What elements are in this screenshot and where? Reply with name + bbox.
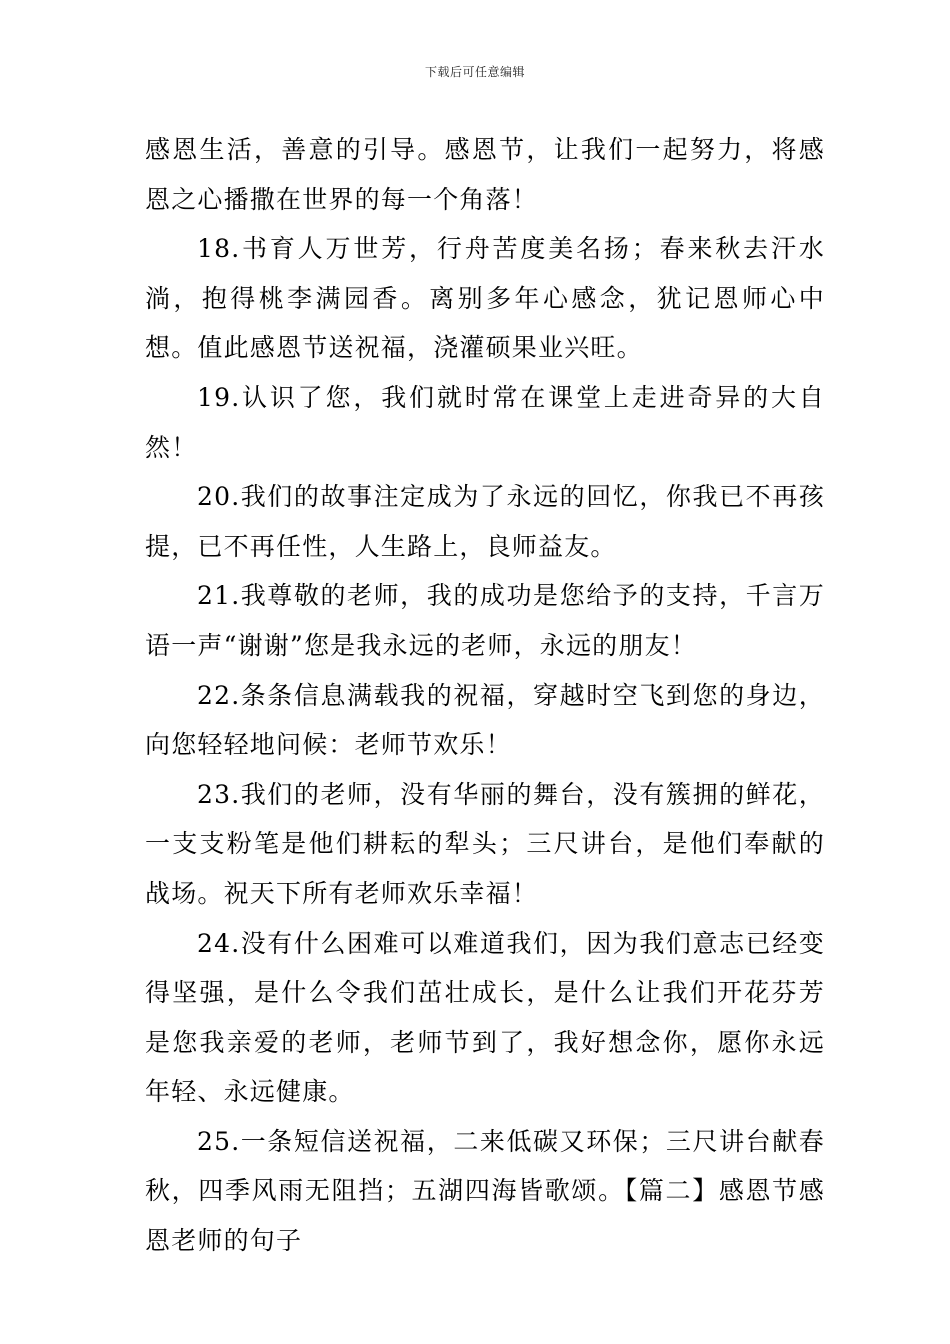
paragraph: 21.我尊敬的老师，我的成功是您给予的支持，千言万语一声“谢谢”您是我永远的老师，永远的朋友！ — [145, 581, 825, 660]
document-body — [145, 125, 825, 1266]
paragraph: 24.没有什么困难可以难道我们，因为我们意志已经变得坚强，是什么令我们茁壮成长，是什么让我们开花芬芳是您我亲爱的老师，老师节到了，我好想念你，愿你永远年轻、永远健康。 — [145, 928, 825, 1107]
paragraph: 23.我们的老师，没有华丽的舞台，没有簇拥的鲜花，一支支粉笔是他们耕耘的犁头；三尺讲台，是他们奉献的战场。祝天下所有老师欢乐幸福！ — [145, 779, 825, 908]
paragraph: 18.书育人万世芳，行舟苦度美名扬；春来秋去汗水淌，抱得桃李满园香。离别多年心感念，犹记恩师心中想。值此感恩节送祝福，浇灌硕果业兴旺。 — [145, 234, 825, 363]
page-header-note: 下载后可任意编辑 — [424, 65, 525, 79]
paragraph: 19.认识了您，我们就时常在课堂上走进奇异的大自然！ — [145, 382, 825, 462]
paragraph: 感恩生活，善意的引导。感恩节，让我们一起努力，将感恩之心播撒在世界的每一个角落！ — [145, 135, 825, 214]
paragraph: 25.一条短信送祝福，二来低碳又环保；三尺讲台献春秋，四季风雨无阻挡；五湖四海皆歌颂。【篇二】感恩节感恩老师的句子 — [145, 1126, 825, 1256]
paragraph: 20.我们的故事注定成为了永远的回忆，你我已不再孩提，已不再任性，人生路上，良师益友。 — [145, 482, 825, 561]
paragraph: 22.条条信息满载我的祝福，穿越时空飞到您的身边，向您轻轻地问候：老师节欢乐！ — [145, 680, 825, 760]
